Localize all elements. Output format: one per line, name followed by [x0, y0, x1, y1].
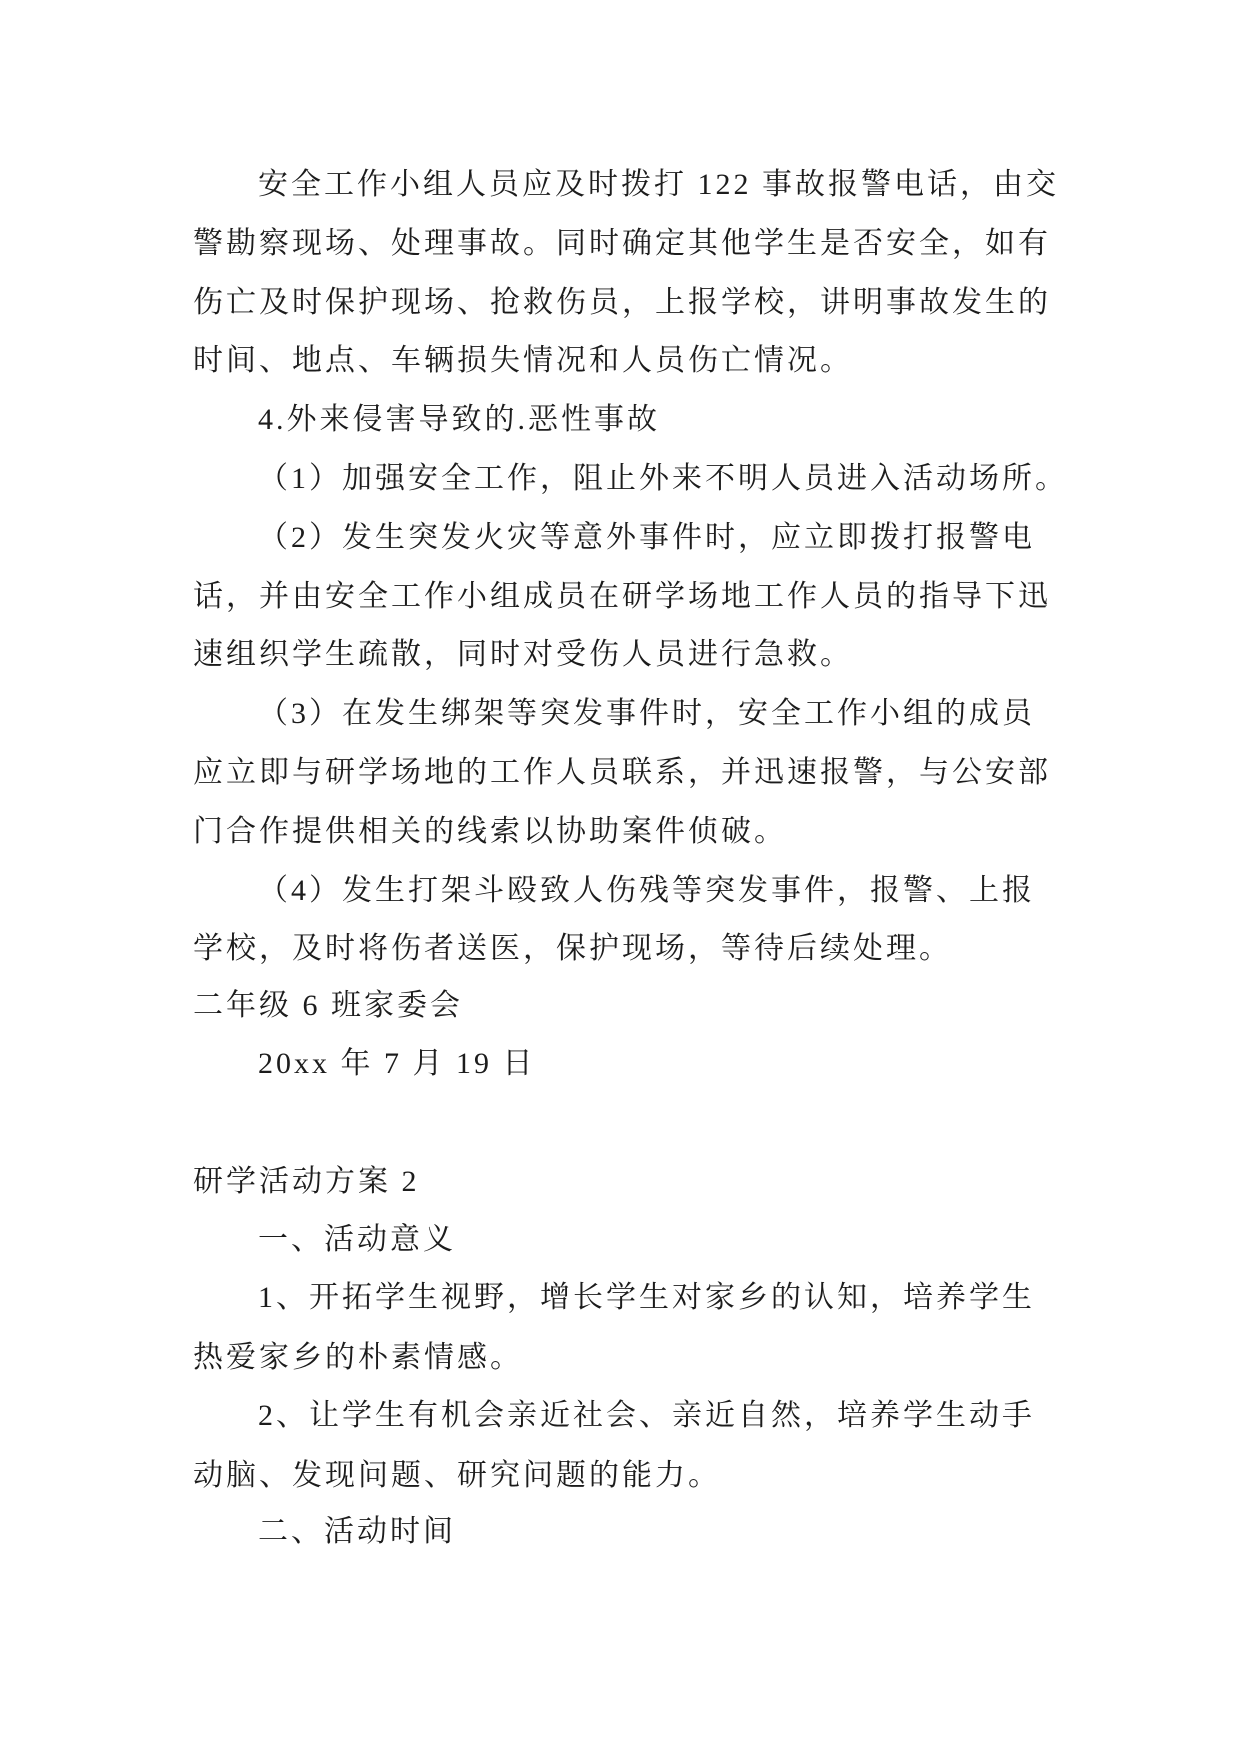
subheading: 4.外来侵害导致的.恶性事故 — [258, 403, 660, 436]
subheading: 一、活动意义 — [258, 1223, 456, 1256]
list-item-line: 2、让学生有机会亲近社会、亲近自然，培养学生动手 — [258, 1399, 1035, 1432]
list-item-line: 动脑、发现问题、研究问题的能力。 — [193, 1459, 721, 1492]
list-item-line: 学校，及时将伤者送医，保护现场，等待后续处理。 — [193, 932, 952, 965]
list-item-line: 门合作提供相关的线索以协助案件侦破。 — [193, 815, 787, 848]
paragraph-line: 伤亡及时保护现场、抢救伤员，上报学校，讲明事故发生的 — [193, 286, 1051, 319]
list-item-line: 应立即与研学场地的工作人员联系，并迅速报警，与公安部 — [193, 756, 1051, 789]
paragraph-line: 安全工作小组人员应及时拨打 122 事故报警电话，由交 — [258, 168, 1059, 201]
signature: 二年级 6 班家委会 — [193, 989, 463, 1022]
list-item-line: 热爱家乡的朴素情感。 — [193, 1341, 523, 1374]
list-item-line: 1、开拓学生视野，增长学生对家乡的认知，培养学生 — [258, 1281, 1035, 1314]
list-item-line: 话，并由安全工作小组成员在研学场地工作人员的指导下迅 — [193, 580, 1051, 613]
list-item-line: （1）加强安全工作，阻止外来不明人员进入活动场所。 — [258, 462, 1068, 495]
subheading: 二、活动时间 — [258, 1515, 456, 1548]
list-item-line: （3）在发生绑架等突发事件时，安全工作小组的成员 — [258, 697, 1035, 730]
section-title: 研学活动方案 2 — [193, 1165, 420, 1198]
paragraph-line: 时间、地点、车辆损失情况和人员伤亡情况。 — [193, 344, 853, 377]
paragraph-line: 警勘察现场、处理事故。同时确定其他学生是否安全，如有 — [193, 227, 1051, 260]
list-item-line: 速组织学生疏散，同时对受伤人员进行急救。 — [193, 638, 853, 671]
list-item-line: （2）发生突发火灾等意外事件时，应立即拨打报警电 — [258, 521, 1035, 554]
list-item-line: （4）发生打架斗殴致人伤残等突发事件，报警、上报 — [258, 874, 1035, 907]
date: 20xx 年 7 月 19 日 — [258, 1047, 536, 1080]
